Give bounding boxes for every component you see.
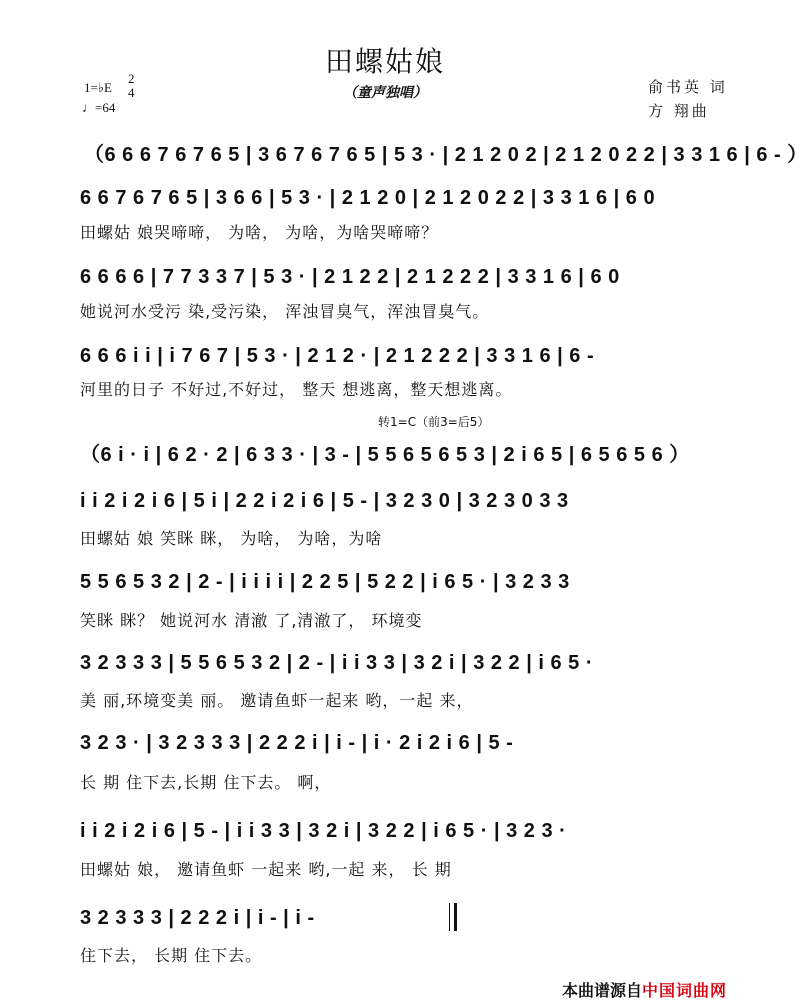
score-line-3-lyrics: 她说河水受污 染,受污染， 浑浊冒臭气，浑浊冒臭气。 (80, 302, 490, 321)
source-brand[interactable]: 中国词曲网 (642, 981, 728, 1000)
score-line-5-notes: （6 i · i | 6 2 · 2 | 6 3 3 · | 3 - | 5 5 6 5 6 5 3 | 2 i 6 5 | 6 5 6 5 6 ） (80, 444, 690, 466)
time-signature (128, 72, 135, 100)
score-line-2-lyrics: 田螺姑 娘哭啼啼， 为啥， 为啥，为啥哭啼啼？ (80, 223, 439, 242)
lyricist-credit: 俞书英 词 (648, 78, 728, 96)
source-footer (562, 978, 727, 1001)
score-line-8-notes: 3 2 3 3 3 | 5 5 6 5 3 2 | 2 - | i i 3 3 | 3 2 i | 3 2 2 | i 6 5 · (80, 652, 594, 674)
score-line-8-lyrics: 美 丽,环境变美 丽。 邀请鱼虾一起来 哟，一起 来， (80, 691, 474, 710)
key-signature: 1=♭E (84, 80, 112, 95)
final-barline-thick (454, 903, 457, 931)
score-line-9-notes: 3 2 3 · | 3 2 3 3 3 | 2 2 2 i | i - | i · 2 i 2 i 6 | 5 - (80, 732, 514, 754)
source-prefix: 本曲谱源自 (562, 981, 643, 1000)
time-signature-top: 2 (128, 71, 135, 86)
score-line-4-lyrics: 河里的日子 不好过,不好过， 整天 想逃离，整天想逃离。 (80, 380, 513, 399)
final-barline-thin (449, 903, 450, 931)
score-line-10-lyrics: 田螺姑 娘， 邀请鱼虾 一起来 哟,一起 来， 长 期 (80, 860, 452, 879)
score-line-10-notes: i i 2 i 2 i 6 | 5 - | i i 3 3 | 3 2 i | 3 2 2 | i 6 5 · | 3 2 3 · (80, 820, 567, 842)
score-line-3-notes: 6 6 6 6 | 7 7 3 3 7 | 5 3 · | 2 1 2 2 | 2 1 2 2 2 | 3 3 1 6 | 6 0 (80, 266, 620, 288)
modulation-marking: 转1=C（前3=后5） (378, 415, 490, 429)
score-line-11-lyrics: 住下去， 长期 住下去。 (80, 946, 263, 965)
score-line-7-notes: 5 5 6 5 3 2 | 2 - | i i i i | 2 2 5 | 5 2 2 | i 6 5 · | 3 2 3 3 (80, 571, 570, 593)
score-line-4-notes: 6 6 6 i i | i 7 6 7 | 5 3 · | 2 1 2 · | 2 1 2 2 2 | 3 3 1 6 | 6 - (80, 345, 595, 367)
score-line-6-notes: i i 2 i 2 i 6 | 5 i | 2 2 i 2 i 6 | 5 - | 3 2 3 0 | 3 2 3 0 3 3 (80, 490, 569, 512)
score-line-2-notes: 6 6 7 6 7 6 5 | 3 6 6 | 5 3 · | 2 1 2 0 | 2 1 2 0 2 2 | 3 3 1 6 | 6 0 (80, 187, 656, 209)
composer-credit: 方 翔曲 (648, 102, 710, 120)
song-subtitle: （童声独唱） (343, 85, 427, 101)
time-signature-bottom: 4 (128, 85, 135, 100)
tempo-marking: ♩=64 (82, 100, 116, 115)
score-line-11-notes: 3 2 3 3 3 | 2 2 2 i | i - | i - (80, 907, 315, 929)
song-title: 田螺姑娘 (324, 45, 445, 78)
score-line-1-notes: （6 6 6 7 6 7 6 5 | 3 6 7 6 7 6 5 | 5 3 · | 2 1 2 0 2 | 2 1 2 0 2 2 | 3 3 1 6 | 6 - ） (84, 144, 808, 166)
score-line-7-lyrics: 笑眯 眯？ 她说河水 清澈 了,清澈了， 环境变 (80, 611, 423, 630)
score-line-6-lyrics: 田螺姑 娘 笑眯 眯， 为啥， 为啥，为啥 (80, 529, 383, 548)
score-line-9-lyrics: 长 期 住下去,长期 住下去。 啊， (80, 773, 332, 792)
